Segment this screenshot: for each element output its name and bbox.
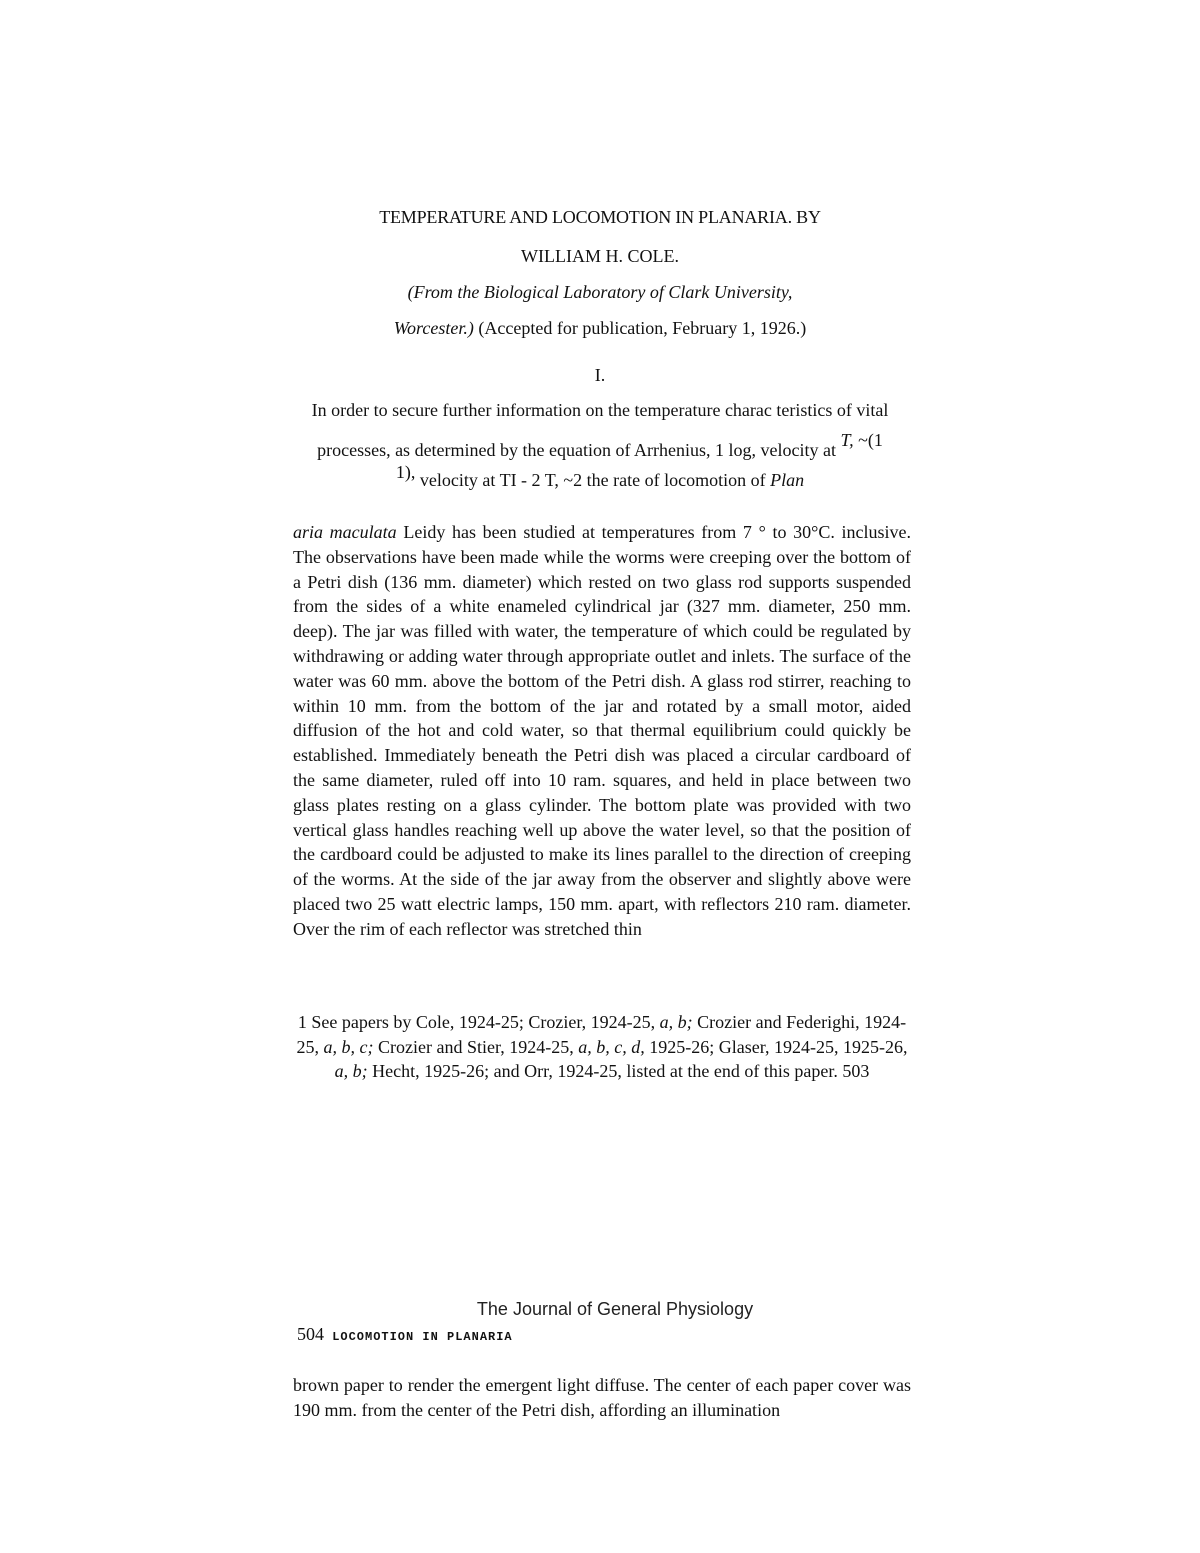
affiliation-line-1: (From the Biological Laboratory of Clark University, xyxy=(407,282,793,302)
intro-line-2 xyxy=(280,430,920,461)
species-name-end: aria maculata xyxy=(293,522,397,542)
equation-fragment: 1), xyxy=(395,462,416,482)
running-head xyxy=(297,1324,513,1345)
section-number: I. xyxy=(594,365,606,385)
footnote-text-4: 1925-26; Glaser, 1924-25, 1925-26, xyxy=(644,1036,908,1057)
page-number: 504 xyxy=(297,1324,324,1344)
footnote-text-2: Crozier and Federighi, 1924-25, xyxy=(296,1012,907,1057)
body-paragraph-text: Leidy has been studied at temperatures from 7 ° to 30°C. inclusive. The observations have been made while the worms were creeping over the bottom of a Petri dish (136 mm. diameter) which rested on two glass rod supports suspended from the sides of a white enameled cylindrical jar (327 mm. diameter, 250 mm. deep). The jar was filled with water, the temperature of which could be regulated by withdrawing or adding water through appropriate outlet and inlets. The surface of the water was 60 mm. above the bottom of the Petri dish. A glass rod stirrer, reaching to within 10 mm. from the bottom of the jar and rotated by a small motor, aided diffusion of the hot and cold water, so that thermal equilibrium could quickly be established. Immediately beneath the Petri dish was placed a circular cardboard of the same diameter, ruled off into 10 ram. squares, and held in place between two glass plates resting on a glass cylinder. The bottom plate was provided with two vertical glass handles reaching well up above the water level, so that the position of the cardboard could be adjusted to make its lines parallel to the direction of creeping of the worms. At the side of the jar away from the observer and slightly above were placed two 25 watt electric lamps, 150 mm. apart, with reflectors 210 ram. diameter. Over the rim of each reflector was stretched thin xyxy=(293,522,911,939)
equation-superscript-2: ~(1 xyxy=(853,430,883,450)
footnote-italic-4: a, b; xyxy=(334,1061,368,1081)
intro-line-3 xyxy=(280,462,920,491)
footnote-italic-3: a, b, c, d, xyxy=(578,1036,645,1057)
footnote-text-5: Hecht, 1925-26; and Orr, 1924-25, listed at the end of this paper. 503 xyxy=(367,1061,870,1081)
body-paragraph-page-2: brown paper to render the emergent light diffuse. The center of each paper cover was 190 mm. from the center of the Petri dish, affording an illumination xyxy=(293,1375,911,1420)
affiliation-city: Worcester.) xyxy=(393,318,474,338)
running-head-title: LOCOMOTION IN PLANARIA xyxy=(324,1330,513,1344)
species-name-start: Plan xyxy=(770,470,805,490)
journal-name: The Journal of General Physiology xyxy=(476,1299,754,1319)
footnote-text-3: Crozier and Stier, 1924-25, xyxy=(373,1036,579,1057)
intro-line-3-text: velocity at TI - 2 T, ~2 the rate of locomotion of xyxy=(415,470,771,490)
footnote xyxy=(293,1010,911,1084)
intro-line-2-text: processes, as determined by the equation of Arrhenius, 1 log, velocity at xyxy=(317,440,841,460)
footnote-italic-2: a, b, c; xyxy=(323,1036,374,1057)
footnote-italic-1: a, b; xyxy=(659,1012,693,1032)
author-name: WILLIAM H. COLE. xyxy=(521,246,679,266)
body-paragraph-page-1 xyxy=(293,520,911,942)
footnote-text-1: 1 See papers by Cole, 1924-25; Crozier, 1924-25, xyxy=(297,1012,660,1032)
intro-line-1: In order to secure further information on the temperature charac teristics of vital xyxy=(311,400,889,420)
equation-superscript: T, xyxy=(840,430,854,450)
paper-title: TEMPERATURE AND LOCOMOTION IN PLANARIA. BY xyxy=(379,207,821,227)
acceptance-note: (Accepted for publication, February 1, 1926.) xyxy=(473,318,807,338)
affiliation-line-2 xyxy=(0,318,1200,339)
